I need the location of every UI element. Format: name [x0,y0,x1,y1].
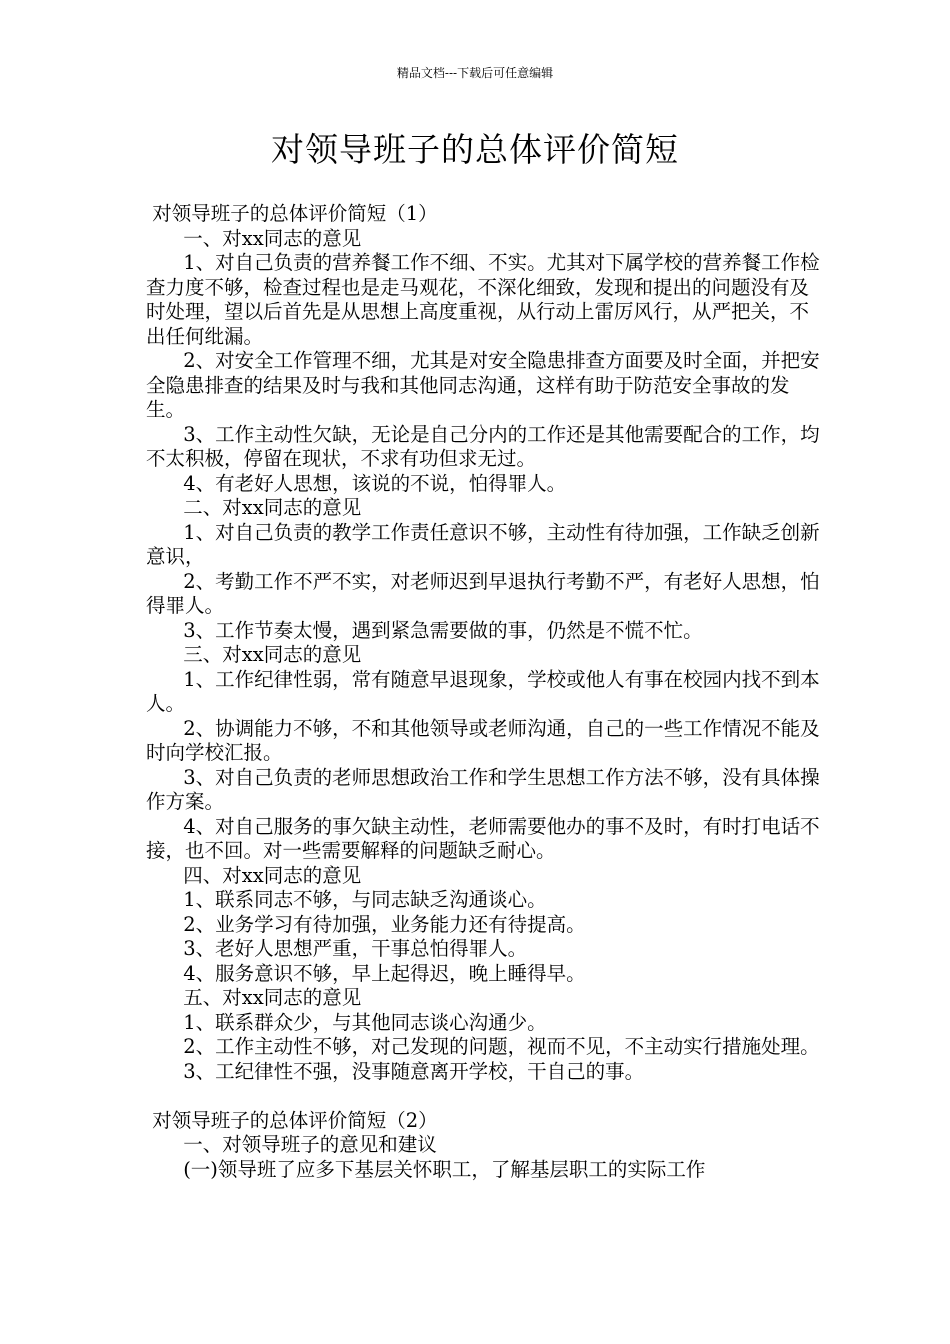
paragraph: 2、工作主动性不够，对己发现的问题，视而不见，不主动实行措施处理。 [146,1035,820,1058]
document-body [146,202,826,1182]
page-header: 精品文档---下载后可任意编辑 [396,66,554,80]
paragraph: 一、对xx同志的意见 [146,226,362,250]
paragraph: 1、工作纪律性弱，常有随意早退现象，学校或他人有事在校园内找不到本人。 [146,667,820,715]
paragraph: (一)领导班了应多下基层关怀职工，了解基层职工的实际工作 [146,1157,706,1181]
paragraph: 1、对自己负责的营养餐工作不细、不实。尤其对下属学校的营养餐工作检查力度不够，检查过程也是走马观花，不深化细致，发现和提出的问题没有及时处理，望以后首先是从思想上高度重视，从行动上雷厉风行，从严把关，不出任何纰漏。 [146,251,820,348]
paragraph: 1、联系同志不够，与同志缺乏沟通谈心。 [146,888,547,911]
paragraph: 三、对xx同志的意见 [146,643,362,666]
paragraph: 对领导班子的总体评价简短（2） [146,1108,438,1132]
paragraph: 1、联系群众少，与其他同志谈心沟通少。 [146,1010,547,1034]
paragraph: 4、有老好人思想，该说的不说，怕得罪人。 [146,471,567,495]
blank-line [146,1084,826,1109]
paragraph: 3、工作主动性欠缺，无论是自己分内的工作还是其他需要配合的工作，均不太积极，停留在现状，不求有功但求无过。 [146,422,820,470]
document-title: 对领导班子的总体评价简短 [271,130,679,169]
paragraph: 对领导班子的总体评价简短（1） [146,202,438,225]
paragraph: 3、老好人思想严重，干事总怕得罪人。 [146,937,528,960]
paragraph: 2、对安全工作管理不细，尤其是对安全隐患排查方面要及时全面，并把安全隐患排查的结果及时与我和其他同志沟通，这样有助于防范安全事故的发生。 [146,349,820,421]
paragraph: 2、考勤工作不严不实，对老师迟到早退执行考勤不严，有老好人思想，怕得罪人。 [146,569,820,617]
paragraph: 3、对自己负责的老师思想政治工作和学生思想工作方法不够，没有具体操作方案。 [146,765,820,813]
paragraph: 二、对xx同志的意见 [146,496,362,519]
paragraph: 一、对领导班子的意见和建议 [146,1133,437,1156]
paragraph: 4、服务意识不够，早上起得迟，晚上睡得早。 [146,961,586,985]
paragraph: 2、协调能力不够，不和其他领导或老师沟通，自己的一些工作情况不能及时向学校汇报。 [146,716,820,764]
paragraph: 1、对自己负责的教学工作责任意识不够，主动性有待加强，工作缺乏创新意识， [146,520,820,568]
paragraph: 3、工作节奏太慢，遇到紧急需要做的事，仍然是不慌不忙。 [146,618,703,642]
paragraph: 五、对xx同志的意见 [146,986,362,1009]
paragraph: 3、工纪律性不强，没事随意离开学校，干自己的事。 [146,1059,645,1083]
paragraph: 四、对xx同志的意见 [146,863,362,887]
paragraph: 2、业务学习有待加强，业务能力还有待提高。 [146,912,586,936]
paragraph: 4、对自己服务的事欠缺主动性，老师需要他办的事不及时，有时打电话不接，也不回。对一些需要解释的问题缺乏耐心。 [146,814,820,862]
